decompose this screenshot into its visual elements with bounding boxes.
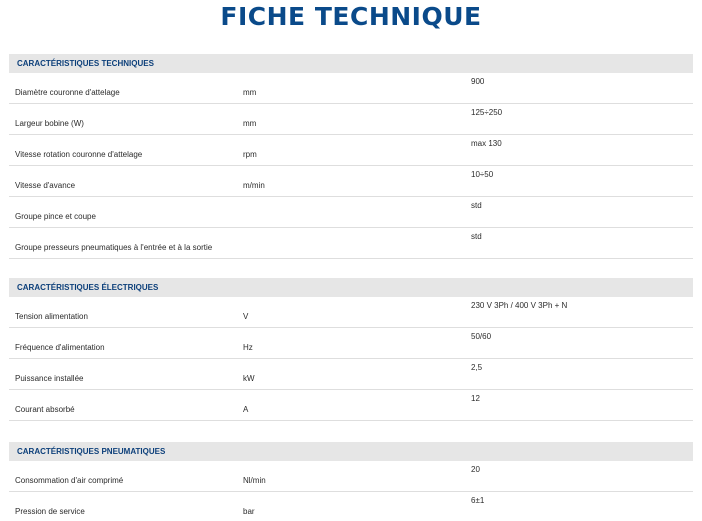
table-row <box>9 104 693 135</box>
table-row <box>9 135 693 166</box>
row-unit: V <box>243 312 249 321</box>
section-header: CARACTÉRISTIQUES ÉLECTRIQUES <box>9 278 693 297</box>
table-row <box>9 197 693 228</box>
section-header: CARACTÉRISTIQUES TECHNIQUES <box>9 54 693 73</box>
row-label: Largeur bobine (W) <box>15 119 84 128</box>
page-title: FICHE TECHNIQUE <box>220 2 482 31</box>
table-row <box>9 166 693 197</box>
table-row <box>9 461 693 492</box>
row-unit: A <box>243 405 249 414</box>
table-row <box>9 390 693 421</box>
row-value: std <box>471 232 482 241</box>
section-electrical <box>9 278 693 421</box>
row-label: Courant absorbé <box>15 405 75 414</box>
row-value: 6±1 <box>471 496 485 505</box>
row-value: 900 <box>471 77 485 86</box>
row-label: Pression de service <box>15 507 85 516</box>
table-row <box>9 228 693 259</box>
row-value: 12 <box>471 394 480 403</box>
row-unit: rpm <box>243 150 257 159</box>
row-unit: mm <box>243 88 257 97</box>
row-label: Vitesse rotation couronne d'attelage <box>15 150 143 159</box>
section-pneumatic <box>9 442 693 521</box>
row-value: std <box>471 201 482 210</box>
row-label: Groupe pince et coupe <box>15 212 96 221</box>
row-label: Tension alimentation <box>15 312 88 321</box>
table-row <box>9 73 693 104</box>
row-value: 125÷250 <box>471 108 503 117</box>
row-value: 10÷50 <box>471 170 494 179</box>
row-label: Consommation d'air comprimé <box>15 476 124 485</box>
row-unit: Hz <box>243 343 253 352</box>
section-technical <box>9 54 693 259</box>
row-value: 2,5 <box>471 363 483 372</box>
row-unit: kW <box>243 374 255 383</box>
row-label: Puissance installée <box>15 374 84 383</box>
row-unit: mm <box>243 119 257 128</box>
row-value: 20 <box>471 465 480 474</box>
row-label: Fréquence d'alimentation <box>15 343 105 352</box>
table-row <box>9 328 693 359</box>
row-label: Vitesse d'avance <box>15 181 76 190</box>
table-row <box>9 492 693 521</box>
row-unit: bar <box>243 507 255 516</box>
row-label: Diamètre couronne d'attelage <box>15 88 120 97</box>
row-value: max 130 <box>471 139 502 148</box>
section-header: CARACTÉRISTIQUES PNEUMATIQUES <box>9 442 693 461</box>
row-unit: Nl/min <box>243 476 266 485</box>
row-value: 230 V 3Ph / 400 V 3Ph + N <box>471 301 568 310</box>
row-value: 50/60 <box>471 332 492 341</box>
table-row <box>9 297 693 328</box>
table-row <box>9 359 693 390</box>
row-label: Groupe presseurs pneumatiques à l'entrée et à la sortie <box>15 243 213 252</box>
row-unit: m/min <box>243 181 265 190</box>
